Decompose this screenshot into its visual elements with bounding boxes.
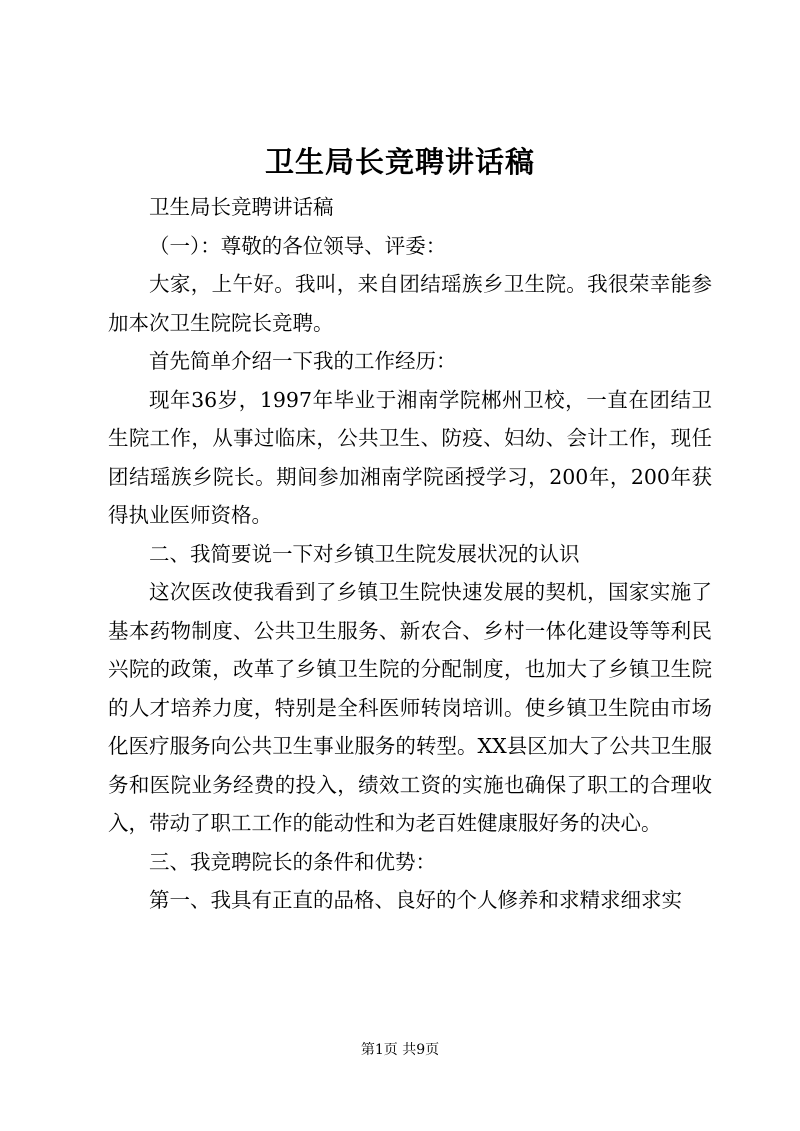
paragraph-intro-heading: 首先简单介绍一下我的工作经历： — [149, 349, 457, 373]
paragraph-reform: 这次医改使我看到了乡镇卫生院快速发展的契机，国家实施了基本药物制度、公共卫生服务、新农合、乡村一体化建设等等利民兴院的政策，改革了乡镇卫生院的分配制度，也加大了乡镇卫生院的人才培养力度，特别是全科医师转岗培训。使乡镇卫生院由市场化医疗服务向公共卫生事业服务的转型。XX县区加大了公共卫生服务和医院业务经费的投入，绩效工资的实施也确保了职工的合理收入，带动了职工工作的能动性和为老百姓健康服好务的决心。 — [108, 580, 712, 835]
paragraph-greeting: 大家，上午好。我叫，来自团结瑶族乡卫生院。我很荣幸能参加本次卫生院院长竞聘。 — [108, 272, 712, 335]
page-number-footer: 第1页 共9页 — [360, 1042, 440, 1058]
section-heading-two: 二、我简要说一下对乡镇卫生院发展状况的认识 — [149, 541, 580, 566]
section-heading-three: 三、我竞聘院长的条件和优势： — [149, 849, 436, 874]
paragraph-salutation: （一）：尊敬的各位领导、评委： — [149, 233, 447, 258]
document-body — [108, 188, 712, 920]
paragraph-subtitle: 卫生局长竞聘讲话稿 — [149, 195, 334, 219]
paragraph-first-point: 第一、我具有正直的品格、良好的个人修养和求精求细求实 — [149, 888, 682, 912]
paragraph-work-history: 现年36岁，1997年毕业于湘南学院郴州卫校，一直在团结卫生院工作，从事过临床，公共卫生、防疫、妇幼、会计工作，现任团结瑶族乡院长。期间参加湘南学院函授学习，200年，200年获得执业医师资格。 — [108, 387, 712, 527]
document-title: 卫生局长竞聘讲话稿 — [264, 145, 535, 179]
